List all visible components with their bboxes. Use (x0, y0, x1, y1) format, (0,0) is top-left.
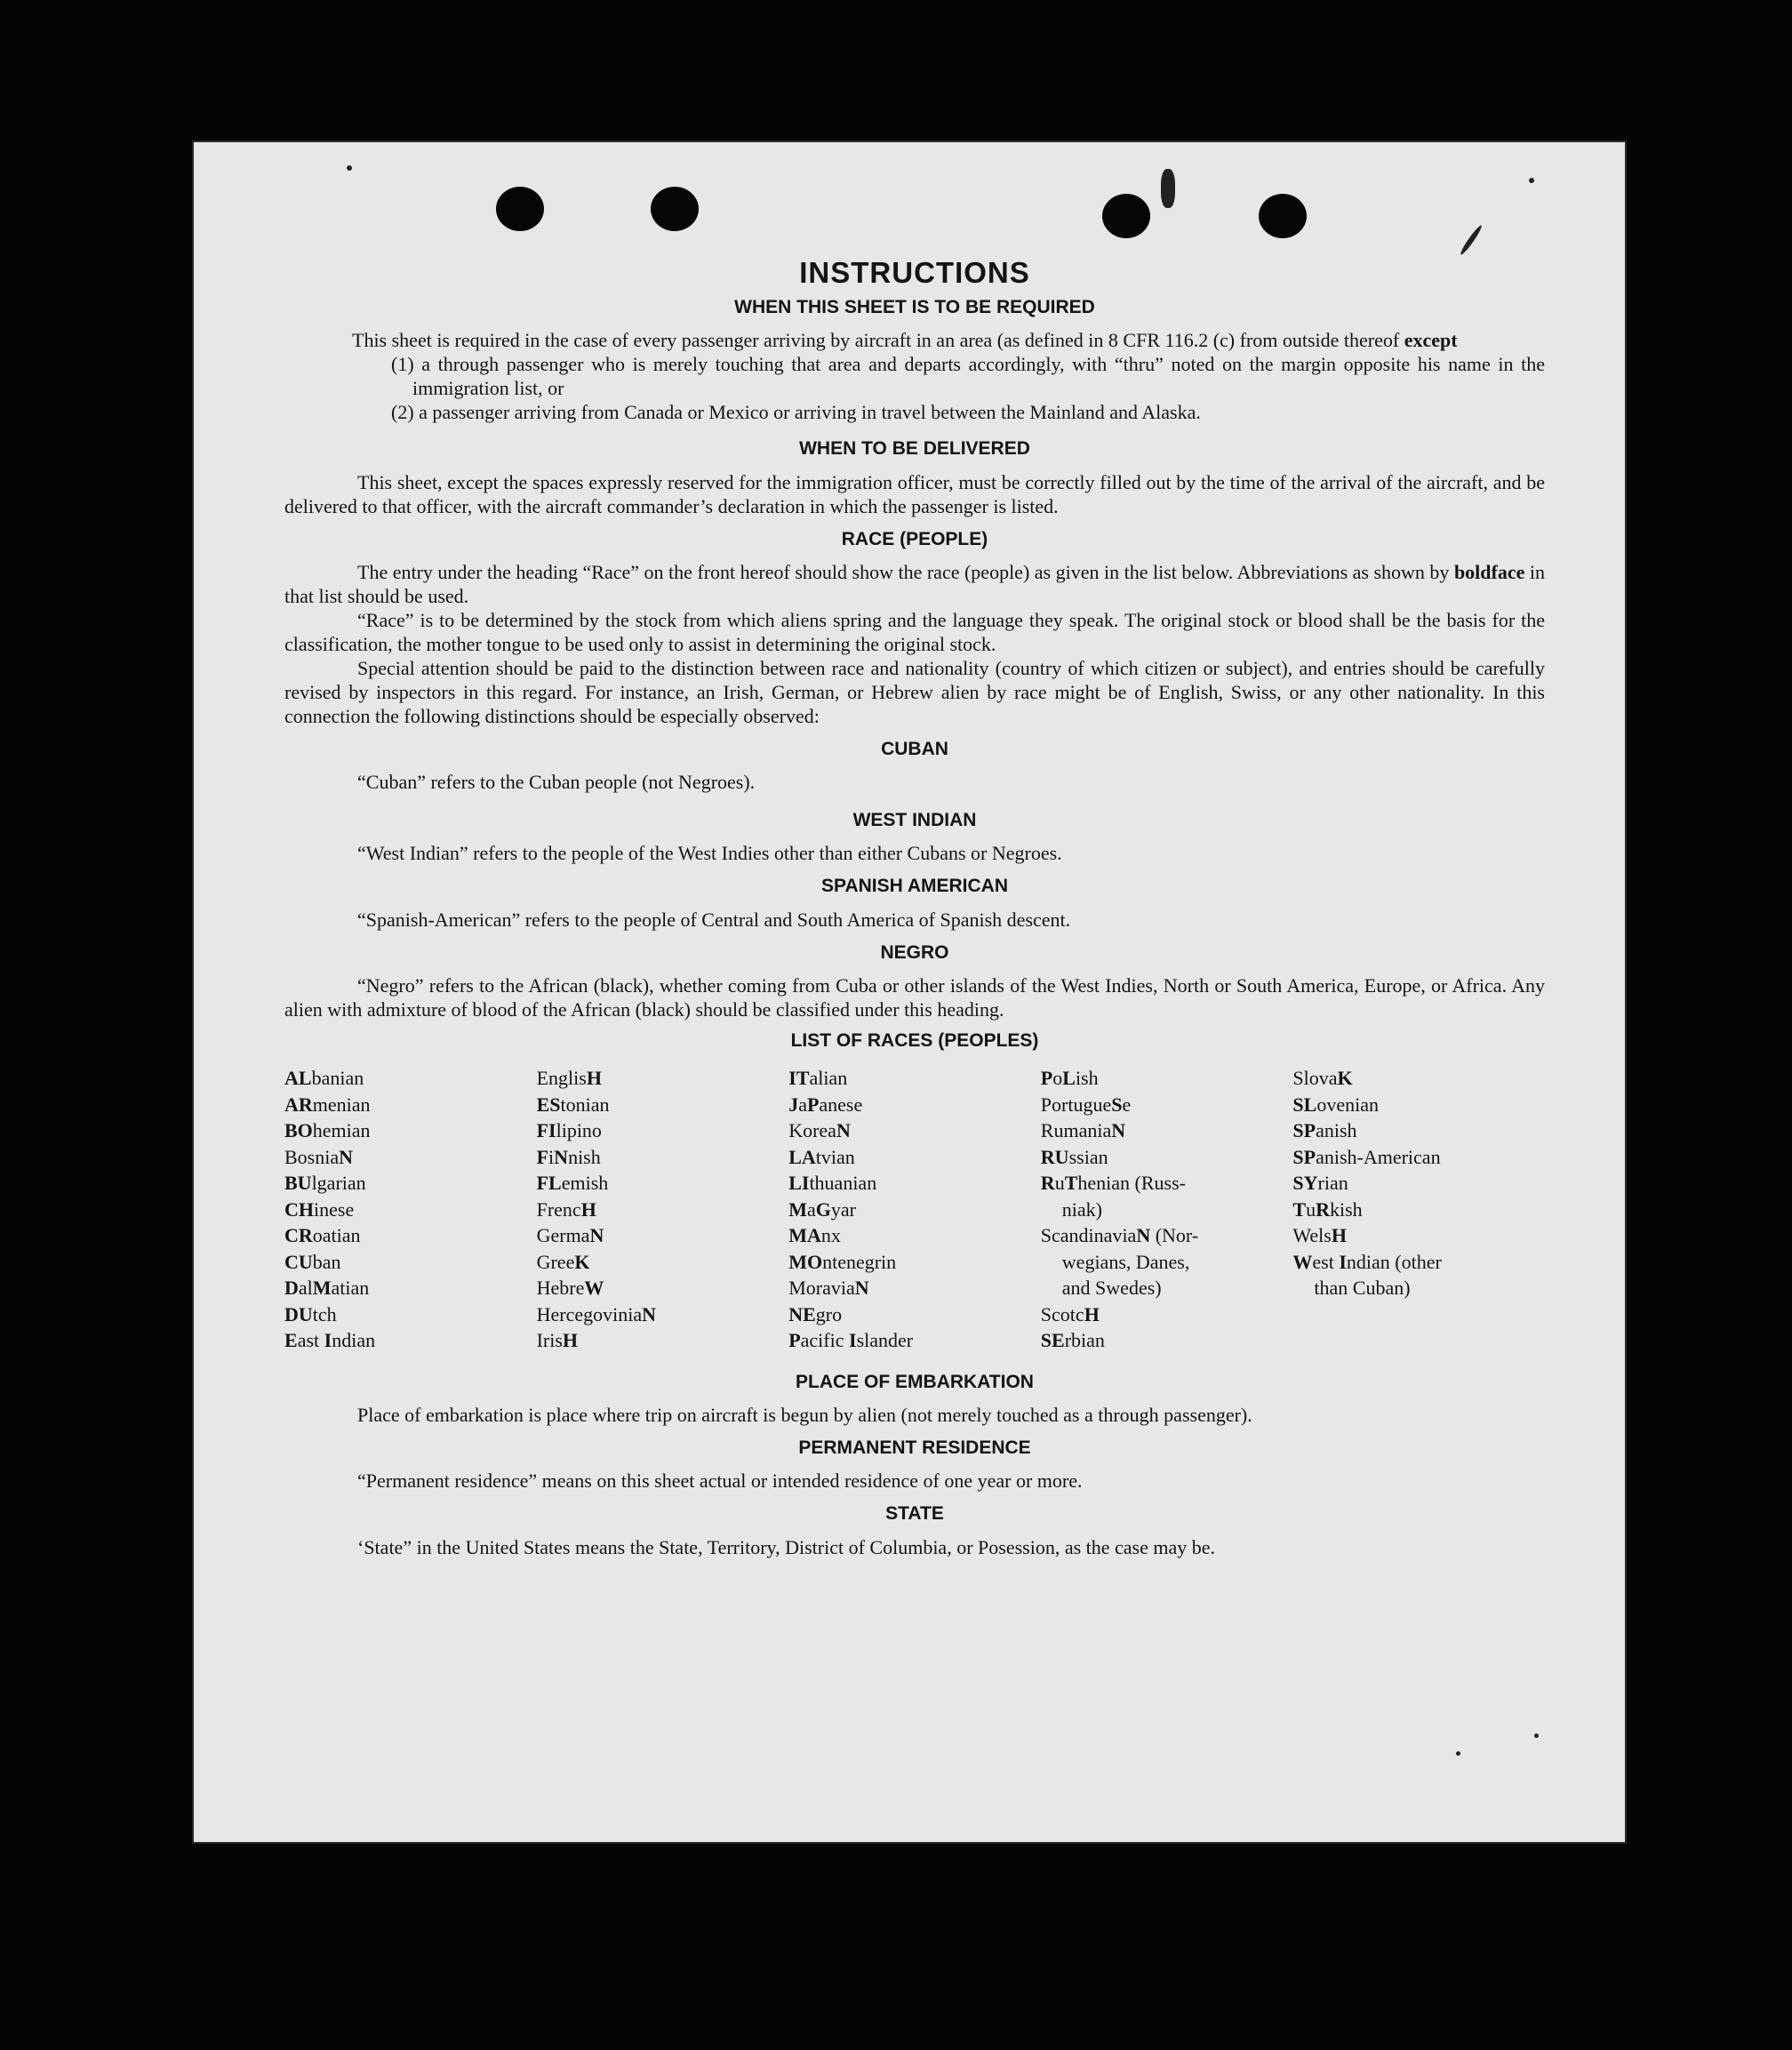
race-entry: ScandinaviaN (Nor- (1040, 1224, 1199, 1247)
race-entry: GreeK (536, 1250, 590, 1273)
race-entry: FrencH (536, 1197, 596, 1221)
race-column (284, 1065, 537, 1354)
section-cuban (284, 737, 1545, 794)
section-race-list (284, 1029, 1545, 1354)
race-entry: CRoatian (284, 1224, 361, 1247)
section-text: “Race” is to be determined by the stock from which aliens spring and the language they speak. The original stock or blood shall be the basis for the classification, the mother tongue to be used only to assist in determining the original stock. (284, 608, 1545, 655)
section-text: “Negro” refers to the African (black), whether coming from Cuba or other islands of the West Indies, North or South America, Europe, or Africa. Any alien with admixture of blood of the African (black) should be classified under this heading. (284, 974, 1545, 1021)
section-heading: WEST INDIAN (852, 810, 977, 831)
race-entry: GermaN (536, 1224, 604, 1247)
race-entry: ScotcH (1040, 1302, 1100, 1325)
race-entry: West Indian (other (1292, 1250, 1442, 1273)
race-entry: FiNnish (536, 1145, 601, 1168)
section-text: Place of embarkation is place where trip on aircraft is begun by alien (not merely touched as a through passenger). (357, 1404, 1252, 1427)
ink-mark (1534, 1734, 1539, 1738)
section-west-indian (284, 808, 1545, 865)
race-entry: EStonian (536, 1093, 610, 1116)
section-when-required (284, 295, 1545, 424)
race-entry: Pacific Islander (788, 1329, 914, 1352)
section-heading: RACE (PEOPLE) (841, 528, 988, 549)
instructions-body (284, 256, 1545, 1559)
race-entry: FIlipino (536, 1119, 602, 1142)
race-column (788, 1065, 1041, 1354)
section-text: This sheet is required in the case of every passenger arriving by aircraft in an area (as defined in 8 CFR 116.2 (c) from outside thereof except (352, 329, 1458, 352)
race-column (1292, 1065, 1545, 1354)
section-heading: CUBAN (881, 738, 948, 759)
race-entry: DalMatian (284, 1277, 370, 1300)
race-entry: SPanish-American (1292, 1145, 1441, 1168)
race-entry: KoreaN (788, 1119, 851, 1142)
race-entry: SErbian (1040, 1329, 1105, 1352)
section-heading: PLACE OF EMBARKATION (796, 1371, 1034, 1392)
race-entry: FLemish (536, 1172, 609, 1195)
ink-mark (347, 165, 352, 171)
section-negro (284, 941, 1545, 1021)
race-entry: and Swedes) (1061, 1277, 1162, 1300)
race-entry: JaPanese (788, 1093, 863, 1116)
section-text: “Cuban” refers to the Cuban people (not Negroes). (357, 771, 756, 794)
race-entry: ALbanian (284, 1067, 364, 1090)
section-heading: PERMANENT RESIDENCE (798, 1437, 1031, 1459)
section-heading: SPANISH AMERICAN (820, 876, 1008, 897)
race-entry: SPanish (1292, 1119, 1357, 1142)
punch-hole (496, 187, 544, 231)
section-heading: STATE (885, 1503, 944, 1525)
section-text: ‘State” in the United States means the State, Territory, District of Columbia, or Posession, as the case may be. (357, 1535, 1216, 1558)
ink-mark (1161, 169, 1175, 208)
race-column (1041, 1065, 1293, 1354)
race-entry: ITalian (788, 1067, 848, 1090)
section-heading: WHEN THIS SHEET IS TO BE REQUIRED (734, 296, 1095, 317)
section-text: Special attention should be paid to the distinction between race and nationality (country of which citizen or subject), and entries should be carefully revised by inspectors in this regard. For instance, an Irish, German, or Hebrew alien by race might be of English, Swiss, or any other nationality. In this connection the following distinctions should be especially observed: (284, 656, 1545, 727)
race-entry: RuThenian (Russ- (1040, 1172, 1186, 1195)
race-entry: CHinese (284, 1197, 355, 1221)
race-entry: niak) (1061, 1197, 1102, 1221)
section-text: This sheet, except the spaces expressly reserved for the immigration officer, must be correctly filled out by the time of the arrival of the aircraft, and be delivered to that officer, with the aircraft commander’s declaration in which the passenger is listed. (284, 470, 1545, 517)
section-race (284, 527, 1545, 728)
punch-hole (1259, 194, 1307, 238)
race-entry: LAtvian (788, 1145, 855, 1168)
race-entry: than Cuban) (1314, 1277, 1411, 1300)
race-entry: BUlgarian (284, 1172, 366, 1195)
race-entry: MAnx (788, 1224, 841, 1247)
race-entry: PortugueSe (1040, 1093, 1132, 1116)
race-entry: MOntenegrin (788, 1250, 897, 1273)
race-entry: NEgro (788, 1302, 843, 1325)
race-entry: SlovaK (1292, 1067, 1353, 1090)
race-entry: PoLish (1040, 1067, 1099, 1090)
race-entry: IrisH (536, 1329, 579, 1352)
section-text: “Spanish-American” refers to the people of Central and South America of Spanish descent. (357, 908, 1071, 931)
section-when-delivered (284, 436, 1545, 517)
race-entry: MoraviaN (788, 1277, 869, 1300)
section-text: The entry under the heading “Race” on the front hereof should show the race (people) as given in the list below. Abbreviations as shown by boldface in that list should be used. (284, 560, 1546, 607)
race-entry: ARmenian (284, 1093, 371, 1116)
race-entry: LIthuanian (788, 1172, 877, 1195)
race-list-grid (284, 1065, 1545, 1354)
list-item: (1) a through passenger who is merely touching that area and departs accordingly, with “thru” noted on the margin opposite his name in the immigration list, or (391, 353, 1545, 400)
race-entry: EnglisH (536, 1067, 602, 1090)
race-entry: DUtch (284, 1302, 337, 1325)
section-text: “West Indian” refers to the people of the West Indies other than either Cubans or Negroes. (357, 842, 1062, 865)
race-entry: RUssian (1040, 1145, 1108, 1168)
section-permanent-residence (284, 1436, 1545, 1493)
race-entry: wegians, Danes, (1061, 1250, 1190, 1273)
section-heading: NEGRO (880, 941, 949, 963)
section-heading: WHEN TO BE DELIVERED (799, 438, 1030, 460)
race-entry: SYrian (1292, 1172, 1348, 1195)
race-entry: RumaniaN (1040, 1119, 1126, 1142)
race-entry: BOhemian (284, 1119, 371, 1142)
ink-mark (1459, 224, 1484, 256)
race-entry: SLovenian (1292, 1093, 1379, 1116)
race-entry: HebreW (536, 1277, 604, 1300)
ink-mark (1529, 178, 1534, 183)
ink-mark (1456, 1751, 1460, 1756)
section-spanish-american (284, 874, 1545, 931)
document-page (194, 142, 1625, 1842)
race-entry: CUban (284, 1250, 341, 1273)
race-column (537, 1065, 789, 1354)
race-entry: East Indian (284, 1329, 376, 1352)
punch-hole (1102, 194, 1150, 238)
list-item: (2) a passenger arriving from Canada or Mexico or arriving in travel between the Mainland and Alaska. (391, 401, 1201, 424)
punch-hole (651, 187, 699, 231)
race-entry: HercegoviniaN (536, 1302, 656, 1325)
race-entry: WelsH (1292, 1224, 1347, 1247)
section-state (284, 1501, 1545, 1558)
exception-list (284, 352, 1545, 424)
race-entry: TuRkish (1292, 1197, 1363, 1221)
section-text: “Permanent residence” means on this sheet actual or intended residence of one year or more. (357, 1469, 1083, 1493)
race-entry: MaGyar (788, 1197, 856, 1221)
section-embarkation (284, 1370, 1545, 1427)
section-heading: LIST OF RACES (PEOPLES) (790, 1030, 1039, 1052)
page-title: INSTRUCTIONS (799, 256, 1030, 289)
race-entry: BosniaN (284, 1145, 354, 1168)
